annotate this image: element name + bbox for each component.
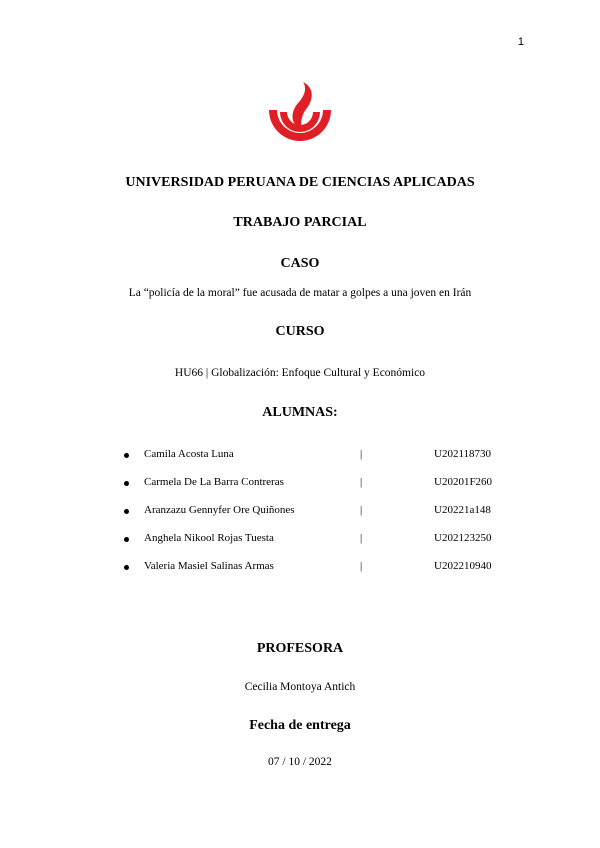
bullet-icon (124, 565, 129, 570)
students-heading: ALUMNAS: (262, 405, 338, 420)
case-text: La “policía de la moral” fue acusada de matar a golpes a una joven en Irán (128, 287, 472, 299)
student-name: Aranzazu Gennyfer Ore Quiñones (144, 504, 295, 516)
upc-logo-icon (265, 80, 335, 146)
student-name: Anghela Nikool Rojas Tuesta (144, 532, 274, 544)
student-code: U202118730 (434, 448, 492, 460)
student-name: Valeria Masiel Salinas Armas (144, 560, 274, 572)
separator: | (360, 532, 363, 544)
course-heading: CURSO (275, 324, 325, 339)
separator: | (360, 560, 363, 572)
student-code: U202210940 (434, 560, 492, 572)
student-row (0, 476, 600, 492)
work-type-title: TRABAJO PARCIAL (233, 215, 367, 230)
page-number: 1 (517, 36, 524, 48)
student-code: U202123250 (434, 532, 492, 544)
bullet-icon (124, 537, 129, 542)
delivery-heading: Fecha de entrega (249, 718, 351, 733)
bullet-icon (124, 481, 129, 486)
student-row (0, 448, 600, 464)
student-row (0, 560, 600, 576)
professor-heading: PROFESORA (256, 641, 344, 656)
student-code: U20221a148 (434, 504, 491, 516)
case-heading: CASO (280, 256, 320, 271)
university-name: UNIVERSIDAD PERUANA DE CIENCIAS APLICADAS (125, 175, 475, 190)
separator: | (360, 448, 363, 460)
student-code: U20201F260 (434, 476, 493, 488)
bullet-icon (124, 453, 129, 458)
professor-name: Cecilia Montoya Antich (244, 681, 356, 693)
student-name: Camila Acosta Luna (144, 448, 234, 460)
course-text: HU66 | Globalización: Enfoque Cultural y Económico (174, 367, 426, 379)
bullet-icon (124, 509, 129, 514)
separator: | (360, 476, 363, 488)
delivery-date: 07 / 10 / 2022 (268, 756, 332, 768)
student-row (0, 532, 600, 548)
student-name: Carmela De La Barra Contreras (144, 476, 284, 488)
separator: | (360, 504, 363, 516)
student-row (0, 504, 600, 520)
